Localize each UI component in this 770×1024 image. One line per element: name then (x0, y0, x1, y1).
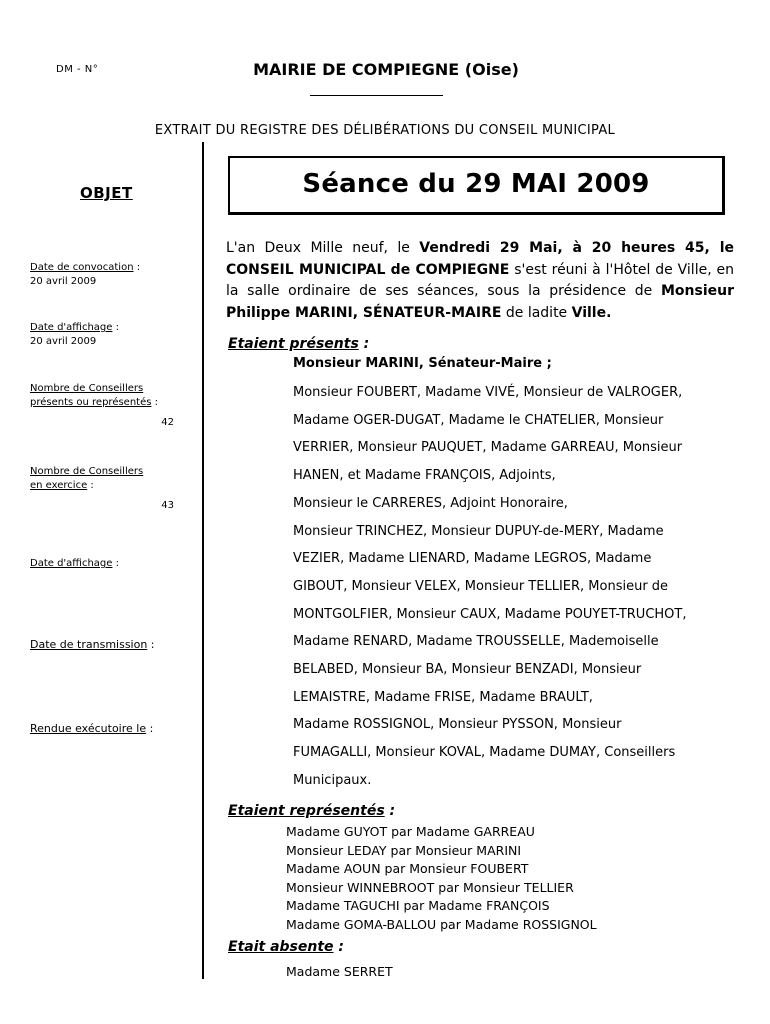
mairie-title (0, 60, 770, 79)
representes-line: Monsieur LEDAY par Monsieur MARINI (286, 842, 522, 858)
title-underline (310, 95, 443, 96)
sidebar-rendue-executoire: Rendue exécutoire le : (30, 722, 154, 735)
intro-part-2: s'est réuni à l'Hôtel de Ville, en la salle ordinaire de ses séances, sous la présidence de (226, 261, 734, 299)
nb-exercice-value: 43 (161, 500, 174, 511)
absente-list (286, 963, 393, 982)
sidebar-date-affichage: Date d'affichage : 20 avril 2009 (30, 322, 119, 347)
presents-list (293, 379, 729, 795)
presents-line: Monsieur FOUBERT, Madame VIVÉ, Monsieur de VALROGER, (293, 385, 683, 400)
representes-heading (228, 803, 395, 819)
objet-heading: OBJET (80, 184, 133, 202)
sidebar-date-affichage-2: Date d'affichage : (30, 558, 119, 569)
nb-exercice-label-2: en exercice (30, 480, 88, 491)
date-affichage-value: 20 avril 2009 (30, 336, 97, 347)
presents-line: GIBOUT, Monsieur VELEX, Monsieur TELLIER, Monsieur de (293, 578, 669, 594)
date-convocation-label: Date de convocation (30, 262, 134, 273)
nb-presents-label-1: Nombre de Conseillers (30, 383, 144, 394)
presents-heading (228, 336, 369, 352)
sidebar-date-convocation: Date de convocation : 20 avril 2009 (30, 262, 141, 287)
representes-line: Madame AOUN par Monsieur FOUBERT (286, 861, 529, 876)
representes-line: Monsieur WINNEBROOT par Monsieur TELLIER (286, 879, 574, 895)
presents-heading-text: Etaient présents (228, 336, 359, 352)
absente-line: Madame SERRET (286, 964, 393, 979)
intro-part-3: de ladite (501, 304, 572, 321)
date-transmission-label: Date de transmission (30, 638, 148, 651)
presents-line: VERRIER, Monsieur PAUQUET, Madame GARREAU, Monsieur (293, 440, 683, 456)
absente-heading (228, 939, 344, 955)
presents-line: Madame RENARD, Madame TROUSSELLE, Mademoiselle (293, 634, 659, 650)
absente-heading-colon: : (333, 939, 345, 955)
sidebar-date-transmission: Date de transmission : (30, 638, 155, 651)
nb-exercice-label-1: Nombre de Conseillers (30, 466, 144, 477)
presents-line: Monsieur TRINCHEZ, Monsieur DUPUY-de-MERY, Madame (293, 523, 664, 539)
representes-heading-text: Etaient représentés (228, 803, 385, 819)
presents-line: VEZIER, Madame LIENARD, Madame LEGROS, Madame (293, 551, 652, 567)
seance-title: Séance du 29 MAI 2009 (302, 169, 650, 199)
presents-line: LEMAISTRE, Madame FRISE, Madame BRAULT, (293, 689, 593, 705)
presents-line: BELABED, Monsieur BA, Monsieur BENZADI, Monsieur (293, 662, 642, 678)
intro-part-1: L'an Deux Mille neuf, le (226, 240, 420, 256)
representes-line: Madame GUYOT par Madame GARREAU (286, 824, 535, 839)
nb-presents-label-2: présents ou représentés (30, 397, 152, 408)
dm-reference: DM - N° (56, 64, 99, 75)
presents-heading-colon: : (358, 336, 370, 352)
presents-line: Madame OGER-DUGAT, Madame le CHATELIER, Monsieur (293, 412, 664, 428)
rendue-executoire-label: Rendue exécutoire le (30, 722, 147, 735)
representes-heading-colon: : (384, 803, 396, 819)
mairie-title-text: MAIRIE DE COMPIEGNE (Oise) (253, 60, 519, 79)
presents-line: FUMAGALLI, Monsieur KOVAL, Madame DUMAY, Conseillers (293, 745, 676, 761)
presents-line: HANEN, et Madame FRANÇOIS, Adjoints, (293, 468, 556, 484)
absente-heading-text: Etait absente (228, 939, 334, 955)
intro-paragraph (226, 238, 734, 324)
registry-heading: EXTRAIT DU REGISTRE DES DÉLIBÉRATIONS DU CONSEIL MUNICIPAL (154, 123, 616, 138)
intro-bold-2: Monsieur Philippe MARINI, SÉNATEUR-MAIRE (226, 283, 734, 321)
representes-line: Madame GOMA-BALLOU par Madame ROSSIGNOL (286, 916, 597, 932)
sidebar-nb-presents: Nombre de Conseillers présents ou représentés : 42 (30, 382, 190, 430)
intro-bold-1: Vendredi 29 Mai, à 20 heures 45, le CONSEIL MUNICIPAL de COMPIEGNE (226, 240, 734, 278)
date-convocation-value: 20 avril 2009 (30, 276, 97, 287)
column-divider (202, 142, 204, 979)
date-affichage2-label: Date d'affichage (30, 558, 113, 569)
representes-list (286, 823, 597, 934)
presents-line: Madame ROSSIGNOL, Monsieur PYSSON, Monsieur (293, 717, 622, 733)
presents-line: MONTGOLFIER, Monsieur CAUX, Madame POUYET-TRUCHOT, (293, 606, 687, 622)
presents-line: Municipaux. (293, 772, 372, 788)
date-affichage-label: Date d'affichage (30, 322, 113, 333)
sidebar-nb-exercice: Nombre de Conseillers en exercice : 43 (30, 465, 190, 513)
nb-presents-value: 42 (161, 417, 174, 428)
representes-line: Madame TAGUCHI par Madame FRANÇOIS (286, 898, 550, 913)
presents-lead: Monsieur MARINI, Sénateur-Maire ; (293, 356, 552, 371)
presents-line: Monsieur le CARRERES, Adjoint Honoraire, (293, 495, 568, 511)
intro-bold-3: Ville. (571, 304, 612, 321)
